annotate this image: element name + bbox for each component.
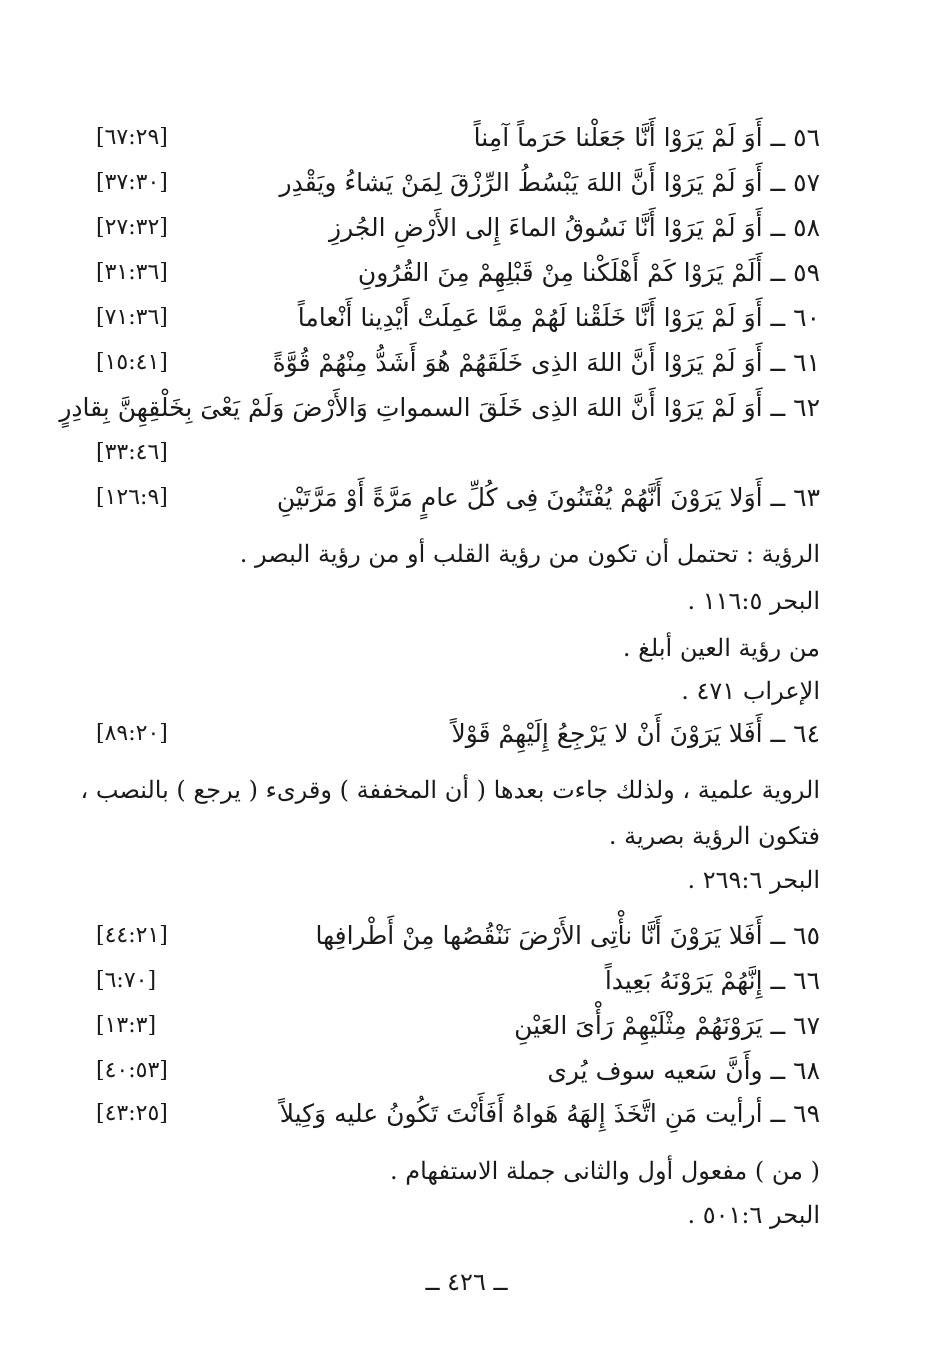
commentary-line: البحر ٥٠١:٦ . xyxy=(687,1201,820,1229)
verse-reference: [٣٧:٣٠] xyxy=(96,170,168,195)
verse-text: ٦٢ ــ أَوَ لَمْ يَرَوْا أَنَّ اللهَ الذِى خَلَقَ السمواتِ وَالأَرْضَ وَلَمْ يَعْىَ بِخَلْقِهِنَّ بِقادِرٍ xyxy=(59,393,820,422)
verse-line xyxy=(96,1051,820,1091)
verse-reference: [٦:٧٠] xyxy=(96,968,157,993)
verse-text: ٦٩ ــ أرأيت مَنِ اتَّخَذَ إِلهَهُ هَواهُ أَفَأَنْتَ تَكُونُ عليه وَكِيلاً xyxy=(279,1099,820,1128)
commentary-line: البحر ٢٦٩:٦ . xyxy=(687,866,820,894)
verse-reference: [٤٣:٢٥] xyxy=(96,1101,168,1126)
verse-line xyxy=(59,388,820,428)
verse-reference: [٤٤:٢١] xyxy=(96,923,168,948)
verse-reference: [٤٠:٥٣] xyxy=(96,1058,168,1083)
verse-line xyxy=(96,208,820,248)
commentary-line: الإعراب ٤٧١ . xyxy=(681,677,820,705)
commentary-line: من رؤية العين أبلغ . xyxy=(622,634,820,662)
verse-text: ٦٣ ــ أَوَلا يَرَوْنَ أَنَّهُمْ يُفْتَنُونَ فِى كُلِّ عامٍ مَرَّةً أَوْ مَرَّتَيْنِ xyxy=(276,483,820,512)
verse-line xyxy=(96,714,820,754)
verse-text: ٥٦ ــ أَوَ لَمْ يَرَوْا أَنَّا جَعَلْنا حَرَماً آمِناً xyxy=(473,123,820,152)
verse-text: ٥٨ ــ أَوَ لَمْ يَرَوْا أَنَّا نَسُوقُ الماءَ إِلى الأَرْضِ الجُرزِ xyxy=(329,213,820,242)
page-number: ــ ٤٢٦ ــ xyxy=(425,1268,508,1296)
verse-line xyxy=(96,916,820,956)
verse-line xyxy=(96,478,820,518)
verse-line xyxy=(96,343,820,383)
verse-text: ٦٠ ــ أَوَ لَمْ يَرَوْا أَنَّا خَلَقْنا لَهُمْ مِمَّا عَمِلَتْ أَيْدِينا أَنْعاماً xyxy=(297,303,820,332)
verse-line xyxy=(96,118,820,158)
verse-line xyxy=(96,433,820,473)
verse-reference: [٧١:٣٦] xyxy=(96,305,168,330)
verse-line xyxy=(96,253,820,293)
verse-reference: [٣١:٣٦] xyxy=(96,260,168,285)
verse-reference: [٨٩:٢٠] xyxy=(96,721,168,746)
verse-text: ٦٤ ــ أَفَلا يَرَوْنَ أَنْ لا يَرْجِعُ إِلَيْهِمْ قَوْلاً xyxy=(451,719,820,748)
verse-text: ٥٩ ــ أَلَمْ يَرَوْا كَمْ أَهْلَكْنا مِنْ قَبْلِهِمْ مِنَ القُرُونِ xyxy=(357,258,820,287)
verse-reference: [١٣:٣] xyxy=(96,1013,157,1038)
commentary-line: الروية علمية ، ولذلك جاءت بعدها ( أن المخففة ) وقرىء ( يرجع ) بالنصب ، xyxy=(80,776,820,804)
verse-reference: [٢٧:٣٢] xyxy=(96,215,168,240)
commentary-line: الرؤية : تحتمل أن تكون من رؤية القلب أو من رؤية البصر . xyxy=(239,540,820,568)
verse-text: ٦٧ ــ يَرَوْنَهُمْ مِثْلَيْهِمْ رَأْىَ العَيْنِ xyxy=(514,1011,820,1040)
verse-reference: [١٢٦:٩] xyxy=(96,485,168,510)
commentary-line: البحر ١١٦:٥ . xyxy=(687,587,820,615)
verse-text: ٦٦ ــ إِنَّهُمْ يَرَوْنَهُ بَعِيداً xyxy=(604,966,820,995)
verse-line xyxy=(96,163,820,203)
verse-line xyxy=(96,1006,820,1046)
verse-reference: [٣٣:٤٦] xyxy=(96,440,168,465)
verse-reference: [٦٧:٢٩] xyxy=(96,125,168,150)
verse-text: ٥٧ ــ أَوَ لَمْ يَرَوْا أَنَّ اللهَ يَبْسُطُ الرِّزْقَ لِمَنْ يَشاءُ ويَقْدِر xyxy=(279,168,820,197)
commentary-line: ( من ) مفعول أول والثانى جملة الاستفهام . xyxy=(389,1157,820,1185)
commentary-line: فتكون الرؤية بصرية . xyxy=(608,822,820,850)
verse-line xyxy=(96,1094,820,1134)
verse-text: ٦٨ ــ وأَنَّ سَعيه سوف يُرى xyxy=(547,1056,820,1085)
verse-reference: [١٥:٤١] xyxy=(96,350,168,375)
verse-text: ٦١ ــ أَوَ لَمْ يَرَوْا أَنَّ اللهَ الذِى خَلَقَهُمْ هُوَ أَشَدُّ مِنْهُمْ قُوَّةً xyxy=(272,348,820,377)
verse-line xyxy=(96,961,820,1001)
verse-text: ٦٥ ــ أَفَلا يَرَوْنَ أَنَّا نأْتِى الأَرْضَ نَنْقُصُها مِنْ أَطْرافِها xyxy=(315,921,820,950)
verse-line xyxy=(96,298,820,338)
